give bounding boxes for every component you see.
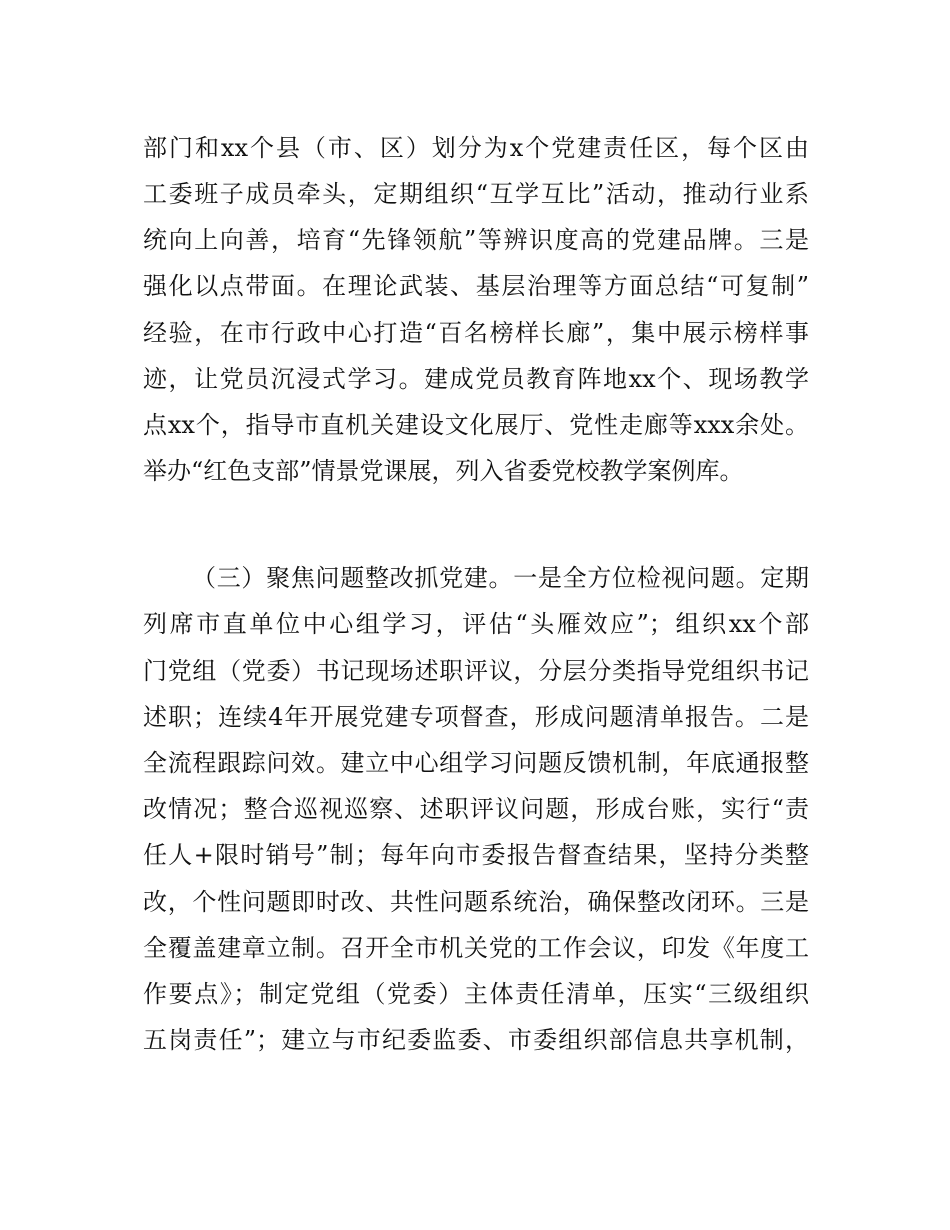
- text-line: 举办“红色支部”情景党课展，列入省委党校教学案例库。: [143, 457, 744, 485]
- text-line: 任人+限时销号”制；每年向市委报告督查结果，坚持分类整: [143, 841, 809, 869]
- text-line: 述职；连续4年开展党建专项督查，形成问题清单报告。二是: [143, 703, 809, 731]
- text-line: 作要点》；制定党组（党委）主体责任清单，压实“三级组织: [143, 980, 809, 1008]
- text-line: 列席市直单位中心组学习，评估“头雁效应”；组织xx个部: [143, 610, 809, 638]
- text-line: 全流程跟踪问效。建立中心组学习问题反馈机制，年底通报整: [143, 749, 809, 777]
- text-line: 经验，在市行政中心打造“百名榜样长廊”，集中展示榜样事: [143, 319, 809, 347]
- text-line: 全覆盖建章立制。召开全市机关党的工作会议，印发《年度工: [143, 934, 809, 962]
- text-line: 改，个性问题即时改、共性问题系统治，确保整改闭环。三是: [143, 888, 809, 916]
- text-line: 工委班子成员牵头，定期组织“互学互比”活动，推动行业系: [143, 180, 809, 208]
- text-line: 强化以点带面。在理论武装、基层治理等方面总结“可复制”: [143, 272, 809, 300]
- text-line: 迹，让党员沉浸式学习。建成党员教育阵地xx个、现场教学: [143, 365, 809, 393]
- text-line: 统向上向善，培育“先锋领航”等辨识度高的党建品牌。三是: [143, 226, 809, 254]
- text-line: 五岗责任”；建立与市纪委监委、市委组织部信息共享机制，: [143, 1026, 809, 1054]
- text-line: 点xx个，指导市直机关建设文化展厅、党性走廊等xxx余处。: [143, 411, 809, 439]
- text-line: 门党组（党委）书记现场述职评议，分层分类指导党组织书记: [143, 657, 809, 685]
- section-heading-line: （三）聚焦问题整改抓党建。一是全方位检视问题。定期: [192, 564, 809, 592]
- text-line: 改情况；整合巡视巡察、述职评议问题，形成台账，实行“责: [143, 795, 809, 823]
- text-line: 部门和xx个县（市、区）划分为x个党建责任区，每个区由: [143, 134, 809, 162]
